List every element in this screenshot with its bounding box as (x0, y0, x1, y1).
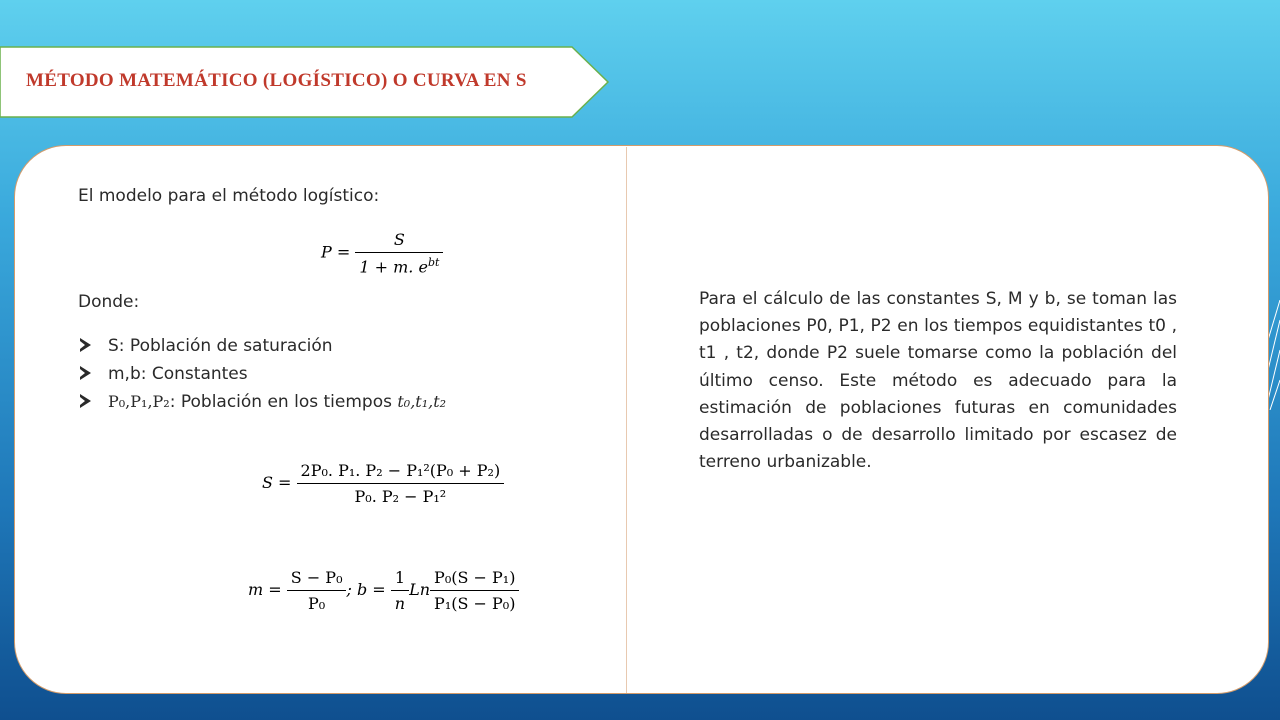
arrow-bullet-icon (80, 366, 91, 380)
equation-m-fraction (287, 568, 347, 613)
equation-p-exponent: bt (427, 256, 440, 269)
bullet-constants: m,b: Constantes (108, 364, 248, 384)
equation-p-fraction (355, 230, 443, 276)
equation-m-numerator: S − P₀ (287, 568, 347, 591)
donde-label: Donde: (78, 292, 140, 312)
equation-b-fraction-ln (430, 568, 519, 613)
equation-b-numerator-one: 1 (391, 568, 409, 591)
equation-p-numerator: S (355, 230, 443, 253)
equation-b-ln: Ln (409, 580, 431, 599)
equation-p-lhs: P = (321, 242, 351, 262)
equation-b-fraction-one (391, 568, 409, 613)
list-item (78, 334, 446, 362)
equation-m-b (248, 568, 519, 613)
equation-s (262, 461, 504, 506)
equation-b-denominator-n: n (394, 594, 406, 613)
equation-b-ln-numerator: P₀(S − P₁) (430, 568, 519, 591)
arrow-bullet-icon (80, 394, 91, 408)
equation-p-denominator: 1 + m. e (359, 257, 428, 277)
list-item (78, 390, 446, 418)
decorative-lines (1268, 300, 1280, 410)
equation-b-ln-denominator: P₁(S − P₀) (434, 594, 516, 613)
equation-s-numerator: 2P₀. P₁. P₂ − P₁²(P₀ + P₂) (297, 461, 505, 484)
bullet-populations-text: : Población en los tiempos (169, 392, 392, 412)
intro-text: El modelo para el método logístico: (78, 186, 380, 206)
bullet-times-symbols: t₀,t₁,t₂ (397, 392, 447, 411)
bullet-populations-symbols: P₀,P₁,P₂ (108, 392, 170, 411)
equation-s-lhs: S = (262, 473, 292, 492)
column-divider (626, 147, 627, 693)
bullet-saturation: S: Población de saturación (108, 336, 333, 356)
equation-m-denominator: P₀ (308, 594, 326, 613)
definitions-list (78, 334, 446, 418)
arrow-bullet-icon (80, 338, 91, 352)
equation-s-denominator: P₀. P₂ − P₁² (354, 487, 447, 506)
equation-b-lhs: ; b = (346, 580, 386, 599)
list-item (78, 362, 446, 390)
constants-explanation: Para el cálculo de las constantes S, M y b, se toman las poblaciones P0, P1, P2 en los tiempos equidistantes t0 , t1 , t2, donde P2 suele tomarse como la población del último censo. Este método es adecuado para la estimación de poblaciones futuras en comunidades desarrolladas o de desarrollo limitado por escasez de terreno urbanizable. (699, 289, 1177, 473)
slide-title: MÉTODO MATEMÁTICO (LOGÍSTICO) O CURVA EN S (26, 70, 527, 91)
equation-p (321, 230, 443, 276)
equation-m-lhs: m = (248, 580, 282, 599)
equation-s-fraction (297, 461, 505, 506)
